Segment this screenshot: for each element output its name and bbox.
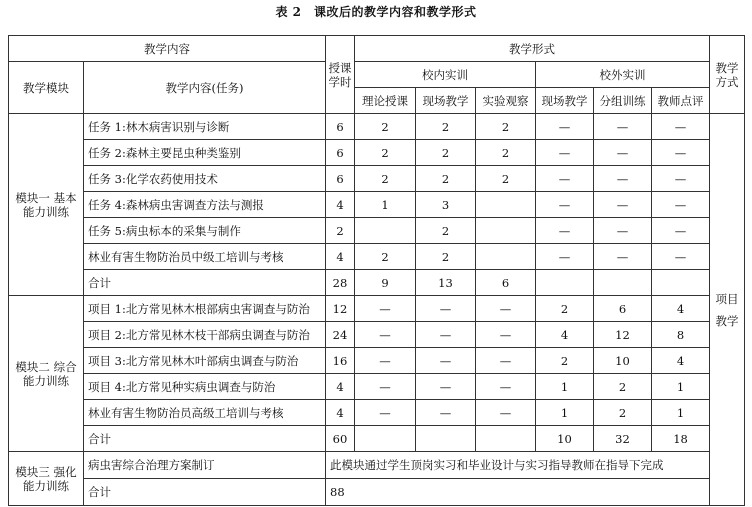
form-cell: —	[476, 348, 536, 374]
form-cell: —	[652, 244, 710, 270]
content-cell: 项目 2:北方常见林木枝干部病虫调查与防治	[84, 322, 326, 348]
form-cell: —	[594, 166, 652, 192]
form-cell: —	[416, 400, 476, 426]
table-row	[9, 426, 745, 452]
form-cell: 2	[536, 296, 594, 322]
form-cell: —	[355, 322, 416, 348]
form-cell	[594, 270, 652, 296]
form-cell: —	[652, 114, 710, 140]
table-row	[9, 114, 745, 140]
form-cell	[536, 270, 594, 296]
subheader-experiment: 实验观察	[476, 88, 536, 114]
form-cell: —	[416, 296, 476, 322]
teaching-method-cell: 项目教学	[710, 114, 745, 506]
form-cell	[355, 218, 416, 244]
table-row	[9, 479, 745, 506]
form-cell: 1	[355, 192, 416, 218]
header-teaching-form: 教学形式	[355, 36, 710, 62]
form-cell: —	[355, 348, 416, 374]
hours-cell: 6	[326, 166, 355, 192]
hours-cell: 24	[326, 322, 355, 348]
header-teaching-content: 教学内容	[9, 36, 326, 62]
form-cell: —	[536, 244, 594, 270]
table-row	[9, 322, 745, 348]
form-cell: 3	[416, 192, 476, 218]
form-cell: 2	[355, 244, 416, 270]
hours-cell: 12	[326, 296, 355, 322]
content-cell: 病虫害综合治理方案制订	[84, 452, 326, 479]
subheader-group-training: 分组训练	[594, 88, 652, 114]
content-cell: 任务 3:化学农药使用技术	[84, 166, 326, 192]
form-cell: 1	[536, 374, 594, 400]
form-cell: 4	[536, 322, 594, 348]
hours-cell: 4	[326, 400, 355, 426]
table-row	[9, 270, 745, 296]
table-row	[9, 374, 745, 400]
form-cell: 10	[536, 426, 594, 452]
header-module: 教学模块	[9, 62, 84, 114]
hours-cell: 88	[326, 479, 710, 506]
content-cell: 合计	[84, 270, 326, 296]
content-cell: 项目 4:北方常见种实病虫调查与防治	[84, 374, 326, 400]
subheader-field-offcampus: 现场教学	[536, 88, 594, 114]
form-cell: —	[594, 114, 652, 140]
form-cell: 32	[594, 426, 652, 452]
form-cell	[416, 426, 476, 452]
form-cell: 2	[416, 244, 476, 270]
hours-cell: 28	[326, 270, 355, 296]
form-cell: —	[536, 192, 594, 218]
hours-cell: 4	[326, 192, 355, 218]
header-hours: 授课学时	[326, 36, 355, 114]
form-cell: 2	[536, 348, 594, 374]
form-cell: —	[594, 192, 652, 218]
form-cell: 2	[355, 140, 416, 166]
form-cell: —	[536, 140, 594, 166]
form-cell: 4	[652, 348, 710, 374]
form-cell: 6	[594, 296, 652, 322]
form-cell: 2	[416, 166, 476, 192]
module-name: 模块二 综合能力训练	[9, 296, 84, 452]
form-cell: 1	[536, 400, 594, 426]
hours-cell: 4	[326, 244, 355, 270]
content-cell: 林业有害生物防治员高级工培训与考核	[84, 400, 326, 426]
content-cell: 林业有害生物防治员中级工培训与考核	[84, 244, 326, 270]
content-cell: 任务 2:森林主要昆虫种类鉴别	[84, 140, 326, 166]
form-cell: —	[652, 218, 710, 244]
form-cell	[355, 426, 416, 452]
form-cell: 1	[652, 400, 710, 426]
form-cell: —	[416, 348, 476, 374]
form-cell	[652, 270, 710, 296]
form-cell: 2	[594, 374, 652, 400]
table-row	[9, 166, 745, 192]
form-cell: —	[594, 140, 652, 166]
form-cell: 2	[594, 400, 652, 426]
form-cell: 2	[416, 218, 476, 244]
course-table	[8, 35, 745, 506]
form-cell: —	[536, 218, 594, 244]
table-row	[9, 452, 745, 479]
form-cell: —	[355, 296, 416, 322]
table-row	[9, 244, 745, 270]
form-cell: 2	[355, 114, 416, 140]
table-row	[9, 400, 745, 426]
content-cell: 项目 3:北方常见林木叶部病虫调查与防治	[84, 348, 326, 374]
content-cell: 项目 1:北方常见林木根部病虫害调查与防治	[84, 296, 326, 322]
form-cell: —	[355, 374, 416, 400]
form-cell: 9	[355, 270, 416, 296]
content-cell: 任务 4:森林病虫害调查方法与测报	[84, 192, 326, 218]
module-note: 此模块通过学生顶岗实习和毕业设计与实习指导教师在指导下完成	[326, 452, 710, 479]
hours-cell: 16	[326, 348, 355, 374]
form-cell: —	[416, 322, 476, 348]
form-cell: 10	[594, 348, 652, 374]
form-cell: —	[652, 166, 710, 192]
form-cell: 6	[476, 270, 536, 296]
form-cell: 18	[652, 426, 710, 452]
form-cell: 2	[476, 166, 536, 192]
form-cell: —	[476, 296, 536, 322]
header-teaching-method: 教学方式	[710, 36, 745, 114]
table-row	[9, 192, 745, 218]
header-on-campus: 校内实训	[355, 62, 536, 88]
subheader-theory: 理论授课	[355, 88, 416, 114]
table-row	[9, 218, 745, 244]
form-cell: —	[594, 244, 652, 270]
form-cell: —	[476, 322, 536, 348]
header-off-campus: 校外实训	[536, 62, 710, 88]
form-cell: 2	[416, 140, 476, 166]
form-cell: —	[652, 140, 710, 166]
hours-cell: 60	[326, 426, 355, 452]
table-row	[9, 140, 745, 166]
form-cell: —	[594, 218, 652, 244]
table-row	[9, 348, 745, 374]
hours-cell: 4	[326, 374, 355, 400]
content-cell: 任务 5:病虫标本的采集与制作	[84, 218, 326, 244]
table-caption: 表 2 课改后的教学内容和教学形式	[275, 5, 477, 19]
content-cell: 合计	[84, 479, 326, 506]
form-cell	[476, 192, 536, 218]
form-cell: 8	[652, 322, 710, 348]
form-cell: 12	[594, 322, 652, 348]
form-cell: 2	[476, 114, 536, 140]
form-cell: —	[476, 400, 536, 426]
module-name: 模块一 基本能力训练	[9, 114, 84, 296]
module-name: 模块三 强化能力训练	[9, 452, 84, 506]
form-cell: 13	[416, 270, 476, 296]
form-cell: 2	[355, 166, 416, 192]
form-cell: —	[355, 400, 416, 426]
form-cell: 4	[652, 296, 710, 322]
form-cell: —	[536, 166, 594, 192]
hours-cell: 2	[326, 218, 355, 244]
content-cell: 任务 1:林木病害识别与诊断	[84, 114, 326, 140]
form-cell: —	[536, 114, 594, 140]
form-cell	[476, 218, 536, 244]
form-cell: —	[476, 374, 536, 400]
hours-cell: 6	[326, 114, 355, 140]
form-cell: —	[416, 374, 476, 400]
subheader-field-oncampus: 现场教学	[416, 88, 476, 114]
form-cell: 2	[476, 140, 536, 166]
form-cell	[476, 244, 536, 270]
form-cell	[476, 426, 536, 452]
content-cell: 合计	[84, 426, 326, 452]
form-cell: 2	[416, 114, 476, 140]
header-content-task: 教学内容(任务)	[84, 62, 326, 114]
hours-cell: 6	[326, 140, 355, 166]
table-row	[9, 296, 745, 322]
form-cell: —	[652, 192, 710, 218]
subheader-teacher-review: 教师点评	[652, 88, 710, 114]
form-cell: 1	[652, 374, 710, 400]
